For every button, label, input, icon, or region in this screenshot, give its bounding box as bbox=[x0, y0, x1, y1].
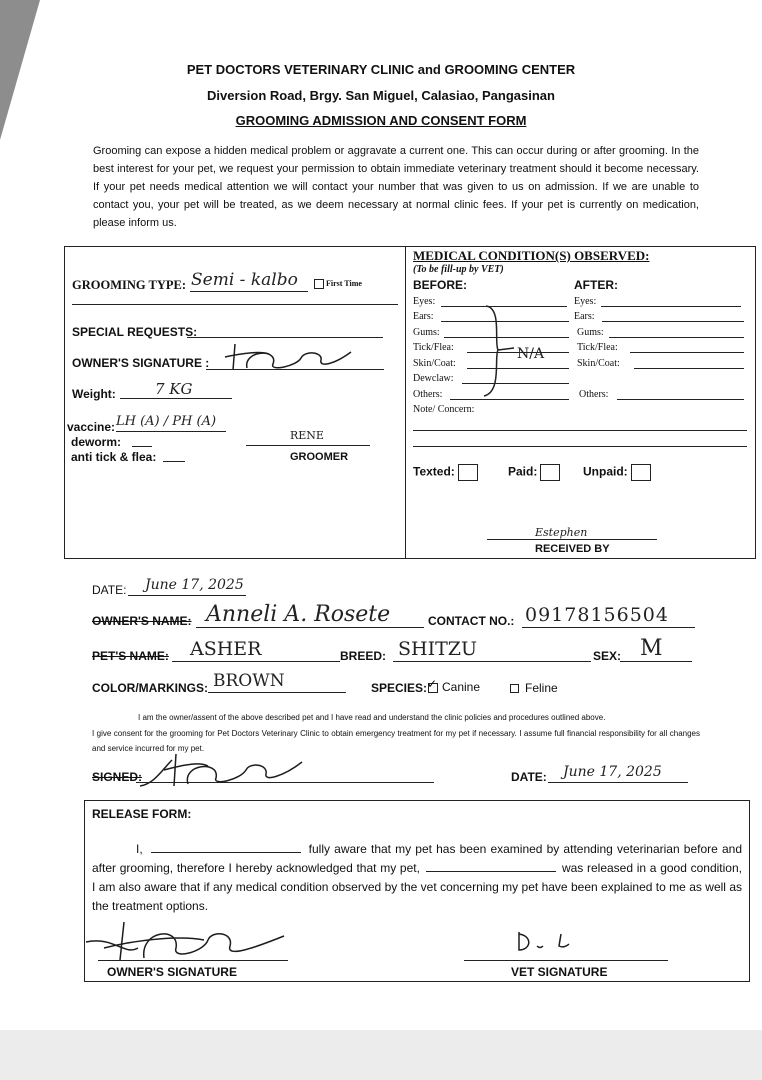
texted-checkbox[interactable] bbox=[413, 464, 478, 481]
before-others-label: Others: bbox=[413, 389, 443, 400]
medical-conditions-title: MEDICAL CONDITION(S) OBSERVED: bbox=[413, 248, 650, 263]
after-label: AFTER: bbox=[574, 278, 618, 292]
date-value[interactable]: June 17, 2025 bbox=[145, 577, 244, 593]
paid-checkbox[interactable] bbox=[508, 464, 560, 481]
grooming-type-value[interactable]: Semi - kalbo bbox=[191, 270, 298, 290]
consent-date-label: DATE: bbox=[511, 770, 547, 784]
intro-paragraph: Grooming can expose a hidden medical problem or aggravate a current one. This can occur during or after grooming. In the best interest for your pet, we request your permission to obtain immediate veterinary treatment should it become necessary. If your pet needs medical attention we will contact your number that was given to us on admission. If we are unable to contact you, your pet will be treated, as we deem necessary at normal clinic fees. If your pet is currently on medication, please inform us. bbox=[93, 145, 699, 229]
pet-name-value[interactable]: ASHER bbox=[190, 638, 262, 660]
release-owner-signature-image bbox=[84, 918, 294, 964]
scan-margin bbox=[0, 1030, 762, 1080]
vaccine-label: vaccine: bbox=[67, 420, 116, 434]
contact-value[interactable]: 09178156504 bbox=[525, 604, 669, 626]
unpaid-label: Unpaid: bbox=[583, 464, 628, 479]
vaccine-value[interactable]: LH (A) / PH (A) bbox=[116, 414, 217, 429]
after-skincoat-label: Skin/Coat: bbox=[577, 358, 620, 369]
before-eyes-label: Eyes: bbox=[413, 296, 436, 307]
canine-label: Canine bbox=[442, 680, 481, 694]
before-label: BEFORE: bbox=[413, 278, 467, 292]
first-time-checkbox[interactable] bbox=[314, 279, 362, 289]
before-ears-label: Ears: bbox=[413, 311, 434, 322]
clinic-name: PET DOCTORS VETERINARY CLINIC and GROOMING CENTER bbox=[186, 62, 576, 77]
sex-value[interactable]: M bbox=[640, 636, 663, 661]
deworm-label: deworm: bbox=[71, 435, 122, 449]
release-title: RELEASE FORM: bbox=[92, 807, 192, 821]
owner-name-value[interactable]: Anneli A. Rosete bbox=[206, 602, 391, 627]
groomer-label: GROOMER bbox=[290, 451, 349, 463]
form-title: GROOMING ADMISSION AND CONSENT FORM bbox=[235, 113, 527, 128]
vet-signature-image bbox=[515, 930, 575, 954]
release-owner-name-blank[interactable] bbox=[151, 852, 301, 853]
after-tickflea-label: Tick/Flea: bbox=[577, 342, 618, 353]
weight-value[interactable]: 7 KG bbox=[155, 380, 193, 398]
grooming-type-label: GROOMING TYPE: bbox=[72, 278, 187, 292]
texted-label: Texted: bbox=[413, 464, 455, 479]
anti-tick-label: anti tick & flea: bbox=[71, 450, 157, 464]
note-concern-label: Note/ Concern: bbox=[413, 404, 475, 415]
release-text-c: was released in a good condition, I am also aware that if any medical condition observed by the vet concerning my pet have been explained to me as well as the treatment options. bbox=[92, 861, 742, 913]
before-dewclaw-label: Dewclaw: bbox=[413, 373, 454, 384]
consent-line-2: I give consent for the grooming for Pet Doctors Veterinary Clinic to obtain emergency treatment for my pet if necessary. I assume full financial responsibility for all changes and service incurred for my pet. bbox=[92, 729, 700, 753]
groomer-name[interactable]: RENE bbox=[290, 429, 324, 442]
consent-line-1: I am the owner/assent of the above described pet and I have read and understand the clinic policies and procedures outlined above. bbox=[138, 713, 606, 722]
breed-value[interactable]: SHITZU bbox=[398, 638, 477, 660]
clinic-address: Diversion Road, Brgy. San Miguel, Calasiao, Pangasinan bbox=[207, 88, 555, 103]
unpaid-checkbox[interactable] bbox=[583, 464, 651, 481]
after-others-label: Others: bbox=[579, 389, 609, 400]
release-pet-name-blank[interactable] bbox=[426, 871, 556, 872]
na-value[interactable]: N/A bbox=[517, 346, 545, 362]
paid-label: Paid: bbox=[508, 464, 538, 479]
color-markings-label: COLOR/MARKINGS: bbox=[92, 681, 208, 695]
color-markings-value[interactable]: BROWN bbox=[213, 671, 285, 691]
consent-date-value[interactable]: June 17, 2025 bbox=[563, 764, 662, 780]
vet-fill-note: (To be fill-up by VET) bbox=[413, 264, 504, 275]
contact-label: CONTACT NO.: bbox=[428, 614, 515, 628]
release-paragraph bbox=[92, 840, 742, 916]
na-bracket bbox=[480, 302, 516, 400]
species-label: SPECIES: bbox=[371, 681, 428, 695]
sex-label: SEX: bbox=[593, 649, 622, 663]
after-eyes-label: Eyes: bbox=[574, 296, 597, 307]
canine-option[interactable]: ✓ Canine bbox=[427, 676, 481, 694]
signed-label: SIGNED: bbox=[92, 770, 143, 784]
release-text-b: fully aware that my pet has been examined by attending veterinarian before and after grooming, therefore I hereby acknowledged that my pet, bbox=[92, 842, 742, 875]
date-label: DATE: bbox=[92, 583, 127, 597]
owner-signature-label: OWNER'S SIGNATURE : bbox=[72, 356, 210, 370]
owner-name-label: OWNER'S NAME: bbox=[92, 614, 192, 628]
consent-signature-image bbox=[136, 752, 306, 792]
after-gums-label: Gums: bbox=[577, 327, 604, 338]
weight-label: Weight: bbox=[72, 387, 116, 401]
received-by-name[interactable]: Estephen bbox=[535, 526, 588, 539]
breed-label: BREED: bbox=[340, 649, 387, 663]
first-time-label: First Time bbox=[326, 279, 362, 288]
before-tickflea-label: Tick/Flea: bbox=[413, 342, 454, 353]
vet-signature-label: VET SIGNATURE bbox=[511, 965, 608, 979]
special-requests-label: SPECIAL REQUESTS: bbox=[72, 325, 198, 339]
before-gums-label: Gums: bbox=[413, 327, 440, 338]
before-skincoat-label: Skin/Coat: bbox=[413, 358, 456, 369]
pet-name-label: PET'S NAME: bbox=[92, 649, 169, 663]
received-by-label: RECEIVED BY bbox=[535, 543, 610, 555]
release-text-a: I, bbox=[136, 842, 143, 856]
box-divider bbox=[405, 246, 406, 558]
after-ears-label: Ears: bbox=[574, 311, 595, 322]
owner-signature-footer-label: OWNER'S SIGNATURE bbox=[107, 965, 237, 979]
feline-option[interactable] bbox=[510, 681, 558, 695]
feline-label: Feline bbox=[525, 681, 558, 695]
